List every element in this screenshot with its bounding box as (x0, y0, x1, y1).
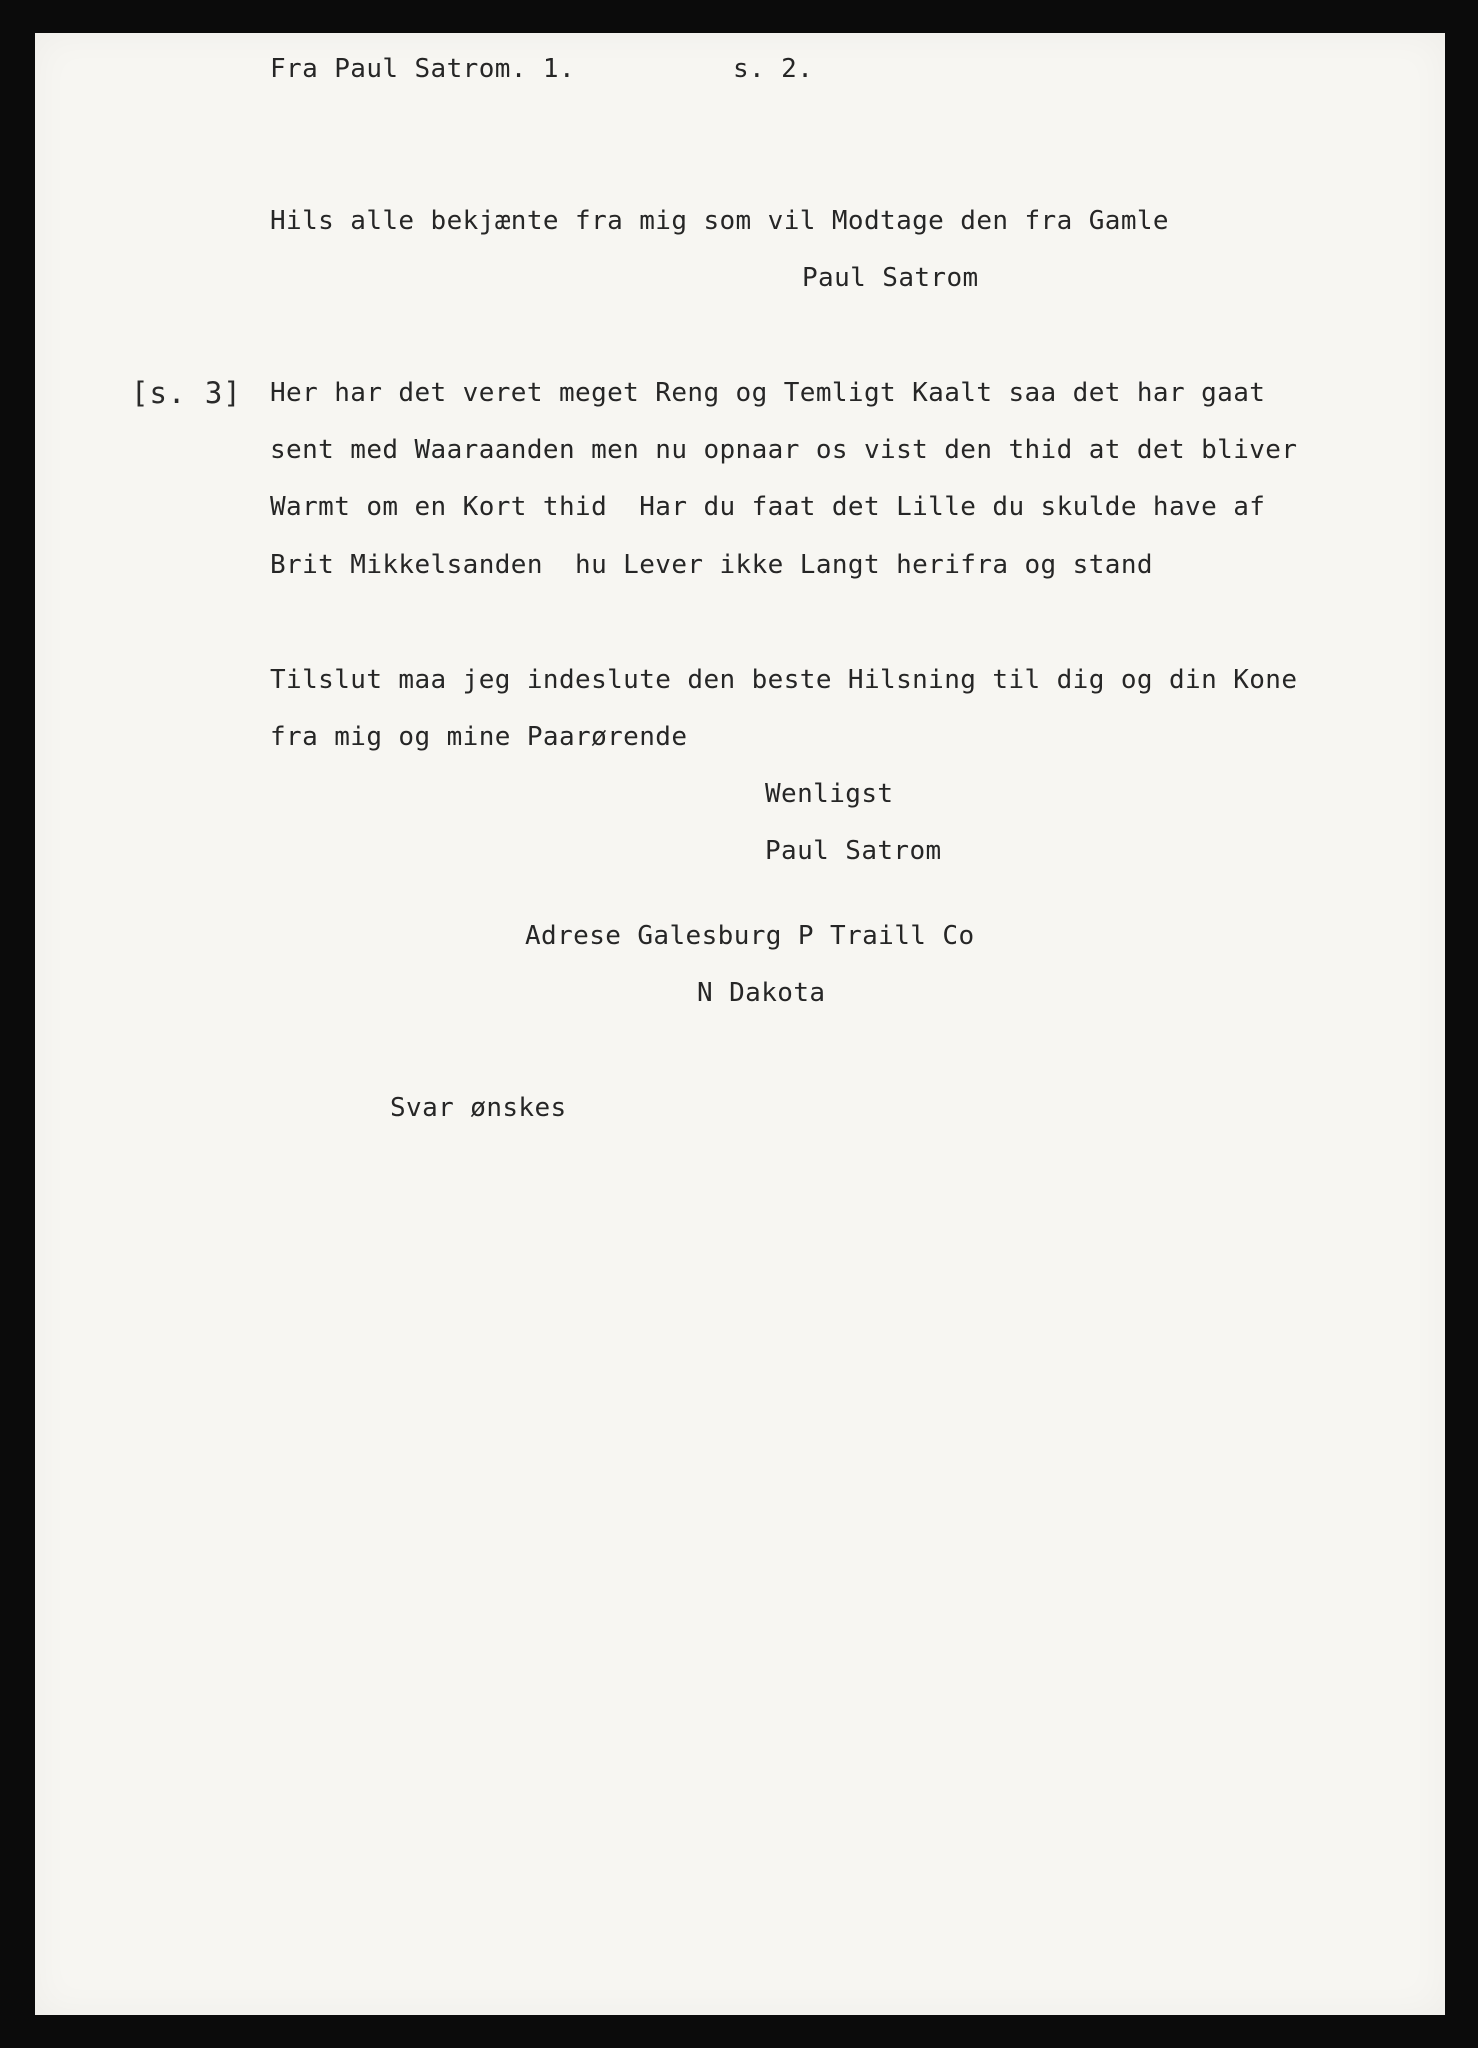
header-page-number: s. 2. (733, 54, 814, 84)
address-state: N Dakota (697, 978, 826, 1008)
closing-signature: Paul Satrom (765, 836, 942, 866)
address-line: Adrese Galesburg P Traill Co (525, 921, 975, 951)
closing-line: fra mig og mine Paarørende (270, 722, 688, 752)
body-line: Brit Mikkelsanden hu Lever ikke Langt herifra og stand (270, 550, 1153, 580)
body-line: Her har det veret meget Reng og Temligt Kaalt saa det har gaat (270, 378, 1266, 408)
body-line: Warmt om en Kort thid Har du faat det Lille du skulde have af (270, 492, 1266, 522)
greeting-signature: Paul Satrom (802, 263, 979, 293)
closing-line: Tilslut maa jeg indeslute den beste Hilsning til dig og din Kone (270, 665, 1298, 695)
body-line: sent med Waaraanden men nu opnaar os vist den thid at det bliver (270, 435, 1298, 465)
page-marker: [s. 3] (131, 376, 242, 410)
postscript: Svar ønskes (390, 1093, 567, 1123)
greeting-line: Hils alle bekjænte fra mig som vil Modtage den fra Gamle (270, 206, 1169, 236)
header-from: Fra Paul Satrom. 1. (270, 54, 576, 84)
document-page (35, 33, 1445, 2015)
valediction: Wenligst (765, 779, 894, 809)
